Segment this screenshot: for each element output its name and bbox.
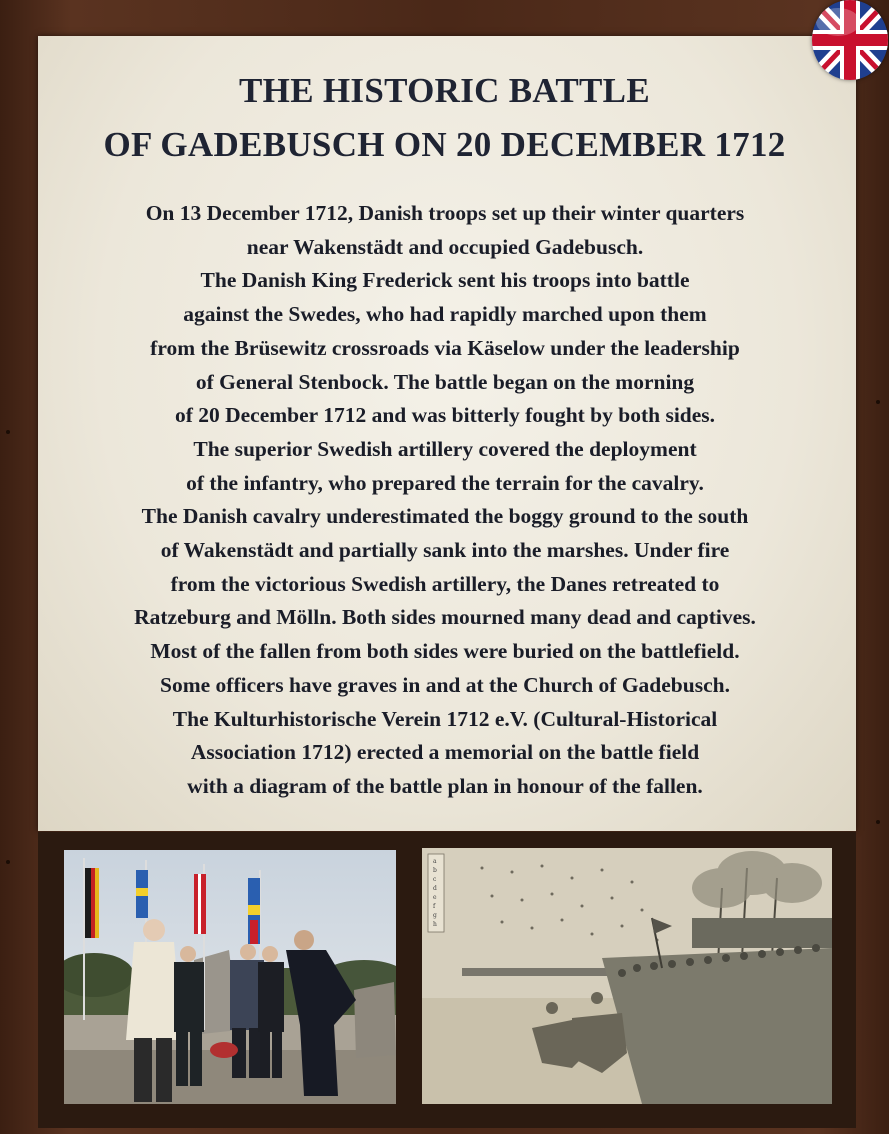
body-line: from the Brüsewitz crossroads via Käselow under the leadership	[150, 335, 740, 360]
legend-label: f	[433, 903, 436, 910]
nail	[876, 400, 880, 404]
legend-label: a	[433, 858, 437, 865]
body-line: Ratzeburg and Mölln. Both sides mourned many dead and captives.	[134, 605, 756, 630]
body-line: On 13 December 1712, Danish troops set up their winter quarters	[145, 201, 745, 225]
plaque-body-text	[40, 197, 850, 804]
title-line-1: THE HISTORIC BATTLE	[239, 71, 650, 110]
legend-label: b	[433, 867, 437, 874]
union-jack-icon[interactable]	[812, 0, 888, 80]
body-line: The superior Swedish artillery covered the deployment	[193, 436, 697, 461]
legend-label: e	[433, 894, 437, 901]
nail	[876, 820, 880, 824]
nail	[6, 860, 10, 864]
body-line: Most of the fallen from both sides were buried on the battlefield.	[150, 639, 740, 664]
legend-label: c	[433, 876, 437, 883]
body-line: The Danish cavalry underestimated the boggy ground to the south	[141, 504, 749, 529]
body-line: with a diagram of the battle plan in honour of the fallen.	[187, 773, 703, 798]
body-line: The Kulturhistorische Verein 1712 e.V. (Cultural-Historical	[172, 706, 718, 731]
title-line-2: OF GADEBUSCH ON 20 DECEMBER 1712	[103, 125, 786, 164]
plaque-title	[0, 64, 889, 172]
body-line: The Danish King Frederick sent his troops into battle	[200, 268, 690, 293]
body-line: against the Swedes, who had rapidly marched upon them	[183, 302, 707, 327]
memorial-ceremony-photo	[64, 850, 396, 1104]
legend-label: d	[433, 885, 437, 892]
body-line: near Wakenstädt and occupied Gadebusch.	[246, 234, 644, 259]
legend-label: g	[433, 912, 437, 919]
body-line: of General Stenbock. The battle began on the morning	[195, 369, 695, 394]
battle-engraving-image	[422, 848, 832, 1104]
body-line: Some officers have graves in and at the Church of Gadebusch.	[160, 672, 730, 697]
nail	[6, 430, 10, 434]
body-line: from the victorious Swedish artillery, the Danes retreated to	[170, 571, 720, 596]
legend-label: h	[433, 921, 437, 928]
body-line: of 20 December 1712 and was bitterly fought by both sides.	[174, 403, 716, 428]
body-line: of Wakenstädt and partially sank into the marshes. Under fire	[160, 538, 730, 563]
body-line: Association 1712) erected a memorial on the battle field	[190, 740, 700, 765]
body-line: of the infantry, who prepared the terrain for the cavalry.	[186, 470, 704, 495]
